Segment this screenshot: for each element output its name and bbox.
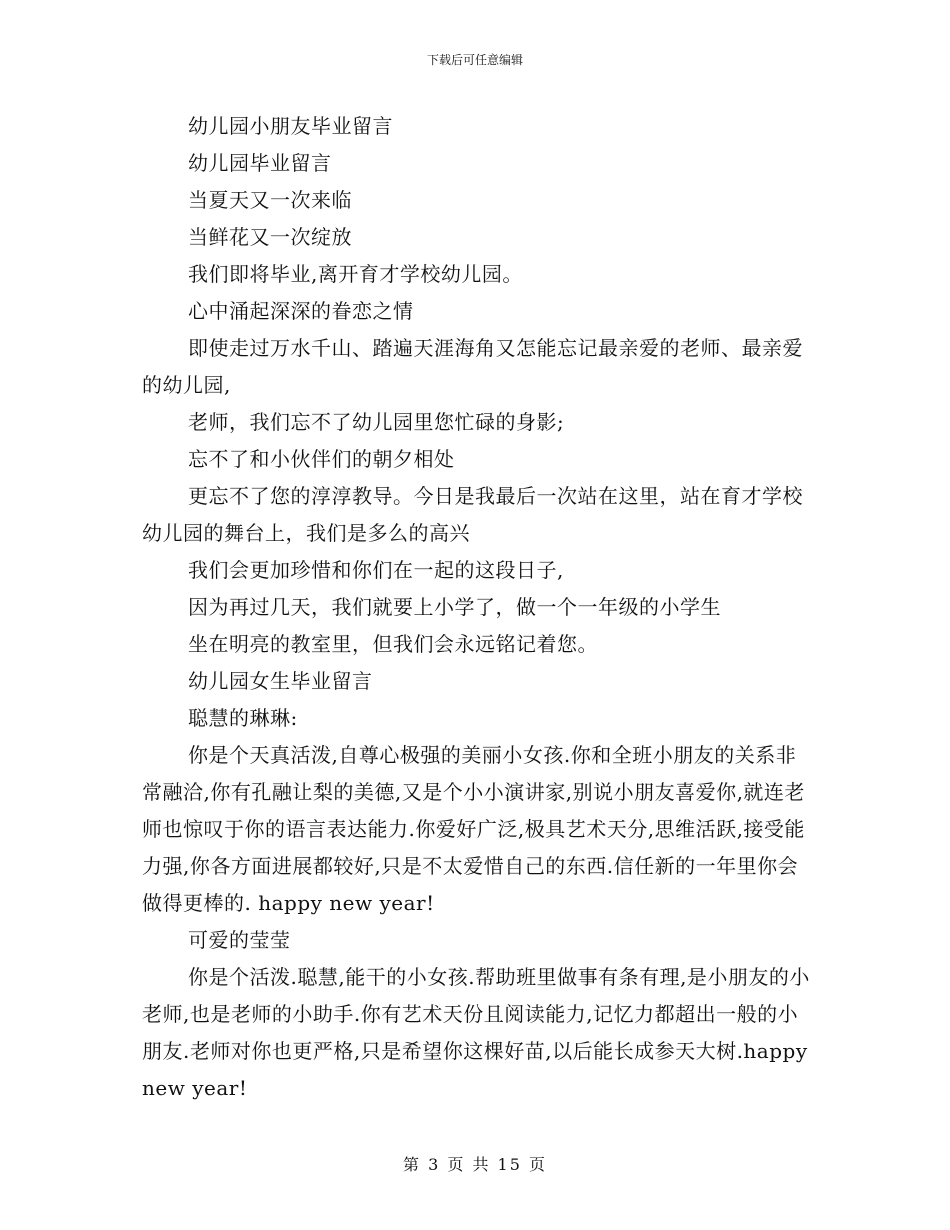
paragraph: 你是个活泼.聪慧,能干的小女孩.帮助班里做事有条有理,是小朋友的小老师,也是老师的小助手.你有艺术天份且阅读能力,记忆力都超出一般的小朋友.老师对你也更严格,只是希望你这棵好苗,以后能长成参天大树.happy new year! bbox=[142, 965, 810, 1100]
paragraph: 因为再过几天，我们就要上小学了，做一个一年级的小学生 bbox=[188, 595, 721, 619]
document-body bbox=[142, 108, 812, 1107]
page-footer: 第 3 页 共 15 页 bbox=[403, 1155, 547, 1174]
paragraph: 聪慧的琳琳: bbox=[188, 706, 298, 730]
paragraph: 我们即将毕业,离开育才学校幼儿园。 bbox=[188, 262, 523, 286]
paragraph: 我们会更加珍惜和你们在一起的这段日子, bbox=[188, 558, 564, 582]
paragraph: 幼儿园毕业留言 bbox=[188, 151, 332, 175]
paragraph: 忘不了和小伙伴们的朝夕相处 bbox=[188, 447, 455, 471]
paragraph: 更忘不了您的淳淳教导。今日是我最后一次站在这里，站在育才学校幼儿园的舞台上，我们是多么的高兴 bbox=[142, 484, 803, 545]
paragraph: 幼儿园小朋友毕业留言 bbox=[188, 114, 393, 138]
paragraph: 当鲜花又一次绽放 bbox=[188, 225, 352, 249]
paragraph: 老师，我们忘不了幼儿园里您忙碌的身影; bbox=[188, 410, 565, 434]
paragraph: 即使走过万水千山、踏遍天涯海角又怎能忘记最亲爱的老师、最亲爱的幼儿园, bbox=[142, 336, 803, 397]
paragraph: 当夏天又一次来临 bbox=[188, 188, 352, 212]
paragraph: 幼儿园女生毕业留言 bbox=[188, 669, 373, 693]
paragraph: 你是个天真活泼,自尊心极强的美丽小女孩.你和全班小朋友的关系非常融洽,你有孔融让梨的美德,又是个小小演讲家,别说小朋友喜爱你,就连老师也惊叹于你的语言表达能力.你爱好广泛,极具艺术天分,思维活跃,接受能力强,你各方面进展都较好,只是不太爱惜自己的东西.信任新的一年里你会做得更棒的. happy new year! bbox=[142, 743, 805, 915]
paragraph: 心中涌起深深的眷恋之情 bbox=[188, 299, 414, 323]
paragraph: 坐在明亮的教室里，但我们会永远铭记着您。 bbox=[188, 632, 598, 656]
paragraph: 可爱的莹莹 bbox=[188, 928, 291, 952]
page-header: 下载后可任意编辑 bbox=[426, 53, 523, 67]
